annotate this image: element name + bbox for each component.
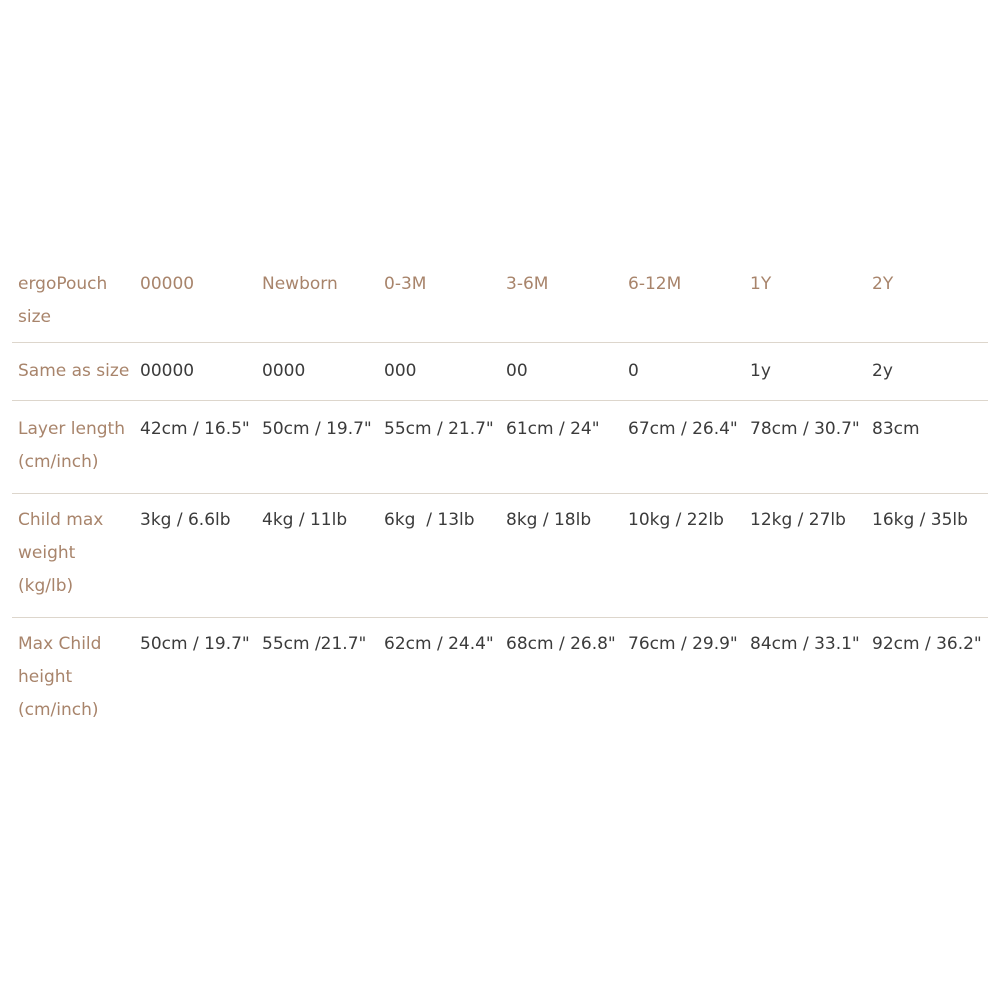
header-label-ergopouch-size: ergoPouch size [18, 274, 108, 327]
header-cell-newborn: Newborn [262, 274, 338, 294]
header-cell-1y: 1Y [750, 274, 772, 294]
table-cell: 83cm [866, 401, 988, 494]
table-cell: 6kg / 13lb [378, 494, 500, 618]
table-cell: 0000 [256, 343, 378, 401]
table-cell: 67cm / 26.4" [622, 401, 744, 494]
table-cell: 55cm / 21.7" [378, 401, 500, 494]
table-row-layer-length [12, 401, 988, 494]
header-cell-0-3m: 0-3M [384, 274, 427, 294]
table-row-same-as-size [12, 343, 988, 401]
header-cell-2y: 2Y [872, 274, 894, 294]
table-cell: 0 [622, 343, 744, 401]
table-cell: 61cm / 24" [500, 401, 622, 494]
table-cell: 1y [744, 343, 866, 401]
table-header-row [12, 266, 988, 343]
table-cell: 76cm / 29.9" [622, 618, 744, 738]
table-cell: 78cm / 30.7" [744, 401, 866, 494]
table-row-child-max-weight [12, 494, 988, 618]
row-label: Same as size [12, 343, 134, 401]
table-cell: 55cm /21.7" [256, 618, 378, 738]
table-cell: 12kg / 27lb [744, 494, 866, 618]
table-cell: 8kg / 18lb [500, 494, 622, 618]
table-cell: 92cm / 36.2" [866, 618, 988, 738]
table-cell: 50cm / 19.7" [134, 618, 256, 738]
table-cell: 2y [866, 343, 988, 401]
row-label: Child max weight (kg/lb) [12, 494, 134, 618]
table-cell: 84cm / 33.1" [744, 618, 866, 738]
row-label: Max Child height (cm/inch) [12, 618, 134, 738]
table-cell: 000 [378, 343, 500, 401]
table-cell: 4kg / 11lb [256, 494, 378, 618]
table-cell: 16kg / 35lb [866, 494, 988, 618]
table-cell: 10kg / 22lb [622, 494, 744, 618]
header-cell-6-12m: 6-12M [628, 274, 682, 294]
header-cell-00000: 00000 [140, 274, 195, 294]
table-cell: 00 [500, 343, 622, 401]
size-chart-table [12, 266, 988, 737]
table-cell: 50cm / 19.7" [256, 401, 378, 494]
table-cell: 62cm / 24.4" [378, 618, 500, 738]
table-cell: 42cm / 16.5" [134, 401, 256, 494]
row-label: Layer length (cm/inch) [12, 401, 134, 494]
header-cell-3-6m: 3-6M [506, 274, 549, 294]
table-cell: 68cm / 26.8" [500, 618, 622, 738]
table-cell: 00000 [134, 343, 256, 401]
table-row-max-child-height [12, 618, 988, 738]
table-cell: 3kg / 6.6lb [134, 494, 256, 618]
